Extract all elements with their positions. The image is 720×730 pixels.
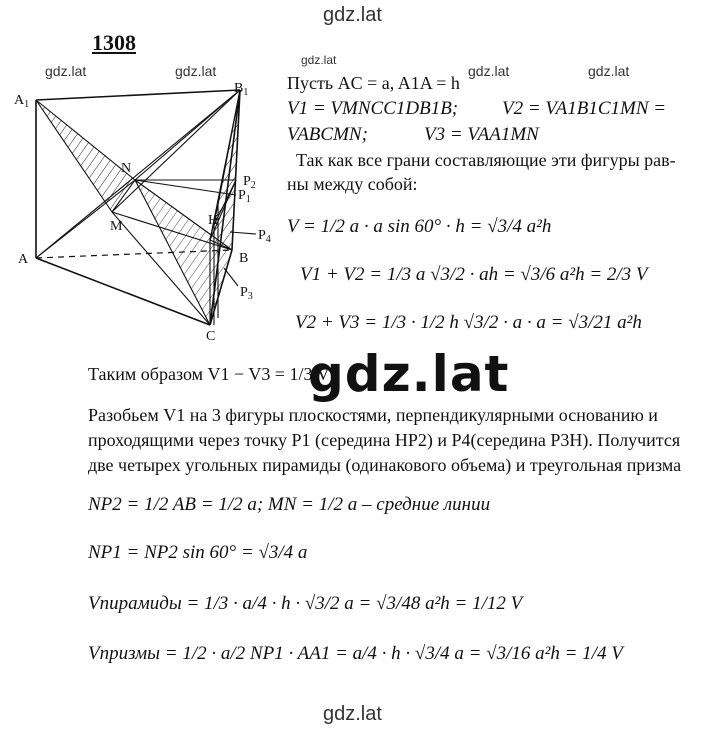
text-line-equal: ны между собой:	[287, 174, 418, 194]
label-B1: $B_1$	[234, 81, 249, 98]
watermark-fig-left: gdz.lat	[45, 63, 87, 79]
label-P1: $P_1$	[238, 188, 251, 205]
prism-figure	[10, 80, 295, 350]
formula-v-prism: Vпризмы = 1/2 · a/2 NP1 · AA1 = a/4 · h · √3/4 a = √3/16 a²h = 1/4 V	[88, 643, 623, 664]
formula-v1-plus-v2: V1 + V2 = 1/3 a √3/2 · ah = √3/6 a²h = 2/3 V	[300, 264, 648, 285]
text-line-faces: Так как все грани составляющие эти фигуры рав-	[296, 150, 676, 170]
watermark-text-1: gdz.lat	[301, 53, 337, 67]
formula-v-pyramid: Vпирамиды = 1/3 · a/4 · h · √3/2 a = √3/48 a²h = 1/12 V	[88, 593, 523, 614]
formula-v2: V2 = VA1B1C1MN =	[502, 98, 667, 119]
label-P2: $P_2$	[243, 174, 256, 191]
watermark-top: gdz.lat	[323, 4, 382, 26]
watermark-text-2: gdz.lat	[468, 63, 510, 79]
formula-np2: NP2 = 1/2 AB = 1/2 a; MN = 1/2 a – средние линии	[88, 494, 491, 515]
label-P4: $P_4$	[258, 228, 271, 245]
problem-number: 1308	[92, 30, 136, 55]
watermark-bottom: gdz.lat	[323, 703, 382, 725]
formula-conclusion: Таким образом V1 − V3 = 1/3 V	[88, 364, 330, 384]
hatched-face-left	[36, 100, 135, 212]
label-P3: $P_3$	[240, 285, 253, 302]
label-H: H	[208, 213, 219, 228]
formula-v3: V3 = VAA1MN	[424, 124, 539, 145]
formula-v2-plus-v3: V2 + V3 = 1/3 · 1/2 h √3/2 · a · a = √3/21 a²h	[295, 312, 642, 333]
watermark-fig-mid: gdz.lat	[175, 63, 217, 79]
formula-v2-cont: VABCMN;	[287, 124, 368, 145]
formula-volume: V = 1/2 a · a sin 60° · h = √3/4 a²h	[287, 216, 552, 237]
watermark-big: gdz.lat	[308, 345, 510, 403]
paragraph-line-2: проходящими через точку P1 (середина HP2) и P4(середина P3H). Получится	[88, 430, 681, 450]
watermark-text-3: gdz.lat	[588, 63, 630, 79]
text-line-intro: Пусть AC = a, A1A = h	[287, 73, 460, 93]
label-B: B	[239, 251, 249, 266]
paragraph-line-3: две четырех угольных пирамиды (одинакового объема) и треугольная призма	[88, 455, 682, 475]
formula-np1: NP1 = NP2 sin 60° = √3/4 a	[88, 542, 308, 563]
paragraph-line-1: Разобьем V1 на 3 фигуры плоскостями, перпендикулярными основанию и	[88, 405, 658, 425]
formula-v1: V1 = VMNCC1DB1B;	[287, 98, 459, 119]
label-A1: $A_1$	[14, 93, 30, 110]
label-N: N	[121, 161, 132, 176]
label-M: M	[110, 219, 123, 234]
label-A: A	[18, 252, 29, 267]
label-C: C	[206, 329, 216, 344]
